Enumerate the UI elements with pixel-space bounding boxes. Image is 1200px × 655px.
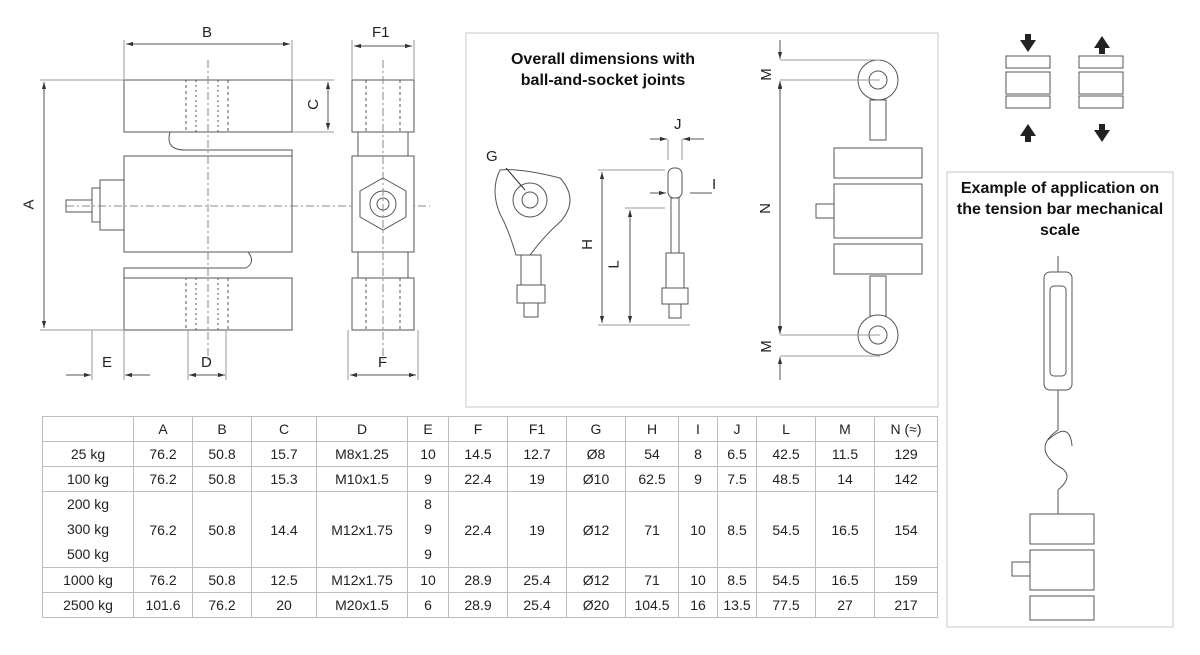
table-header-cell: F1 <box>508 417 567 442</box>
dim-label-h: H <box>578 239 596 250</box>
table-row <box>43 467 938 492</box>
dim-label-b: B <box>202 24 213 41</box>
cell-c: 20 <box>252 593 317 618</box>
cell-i: 10 <box>679 492 718 568</box>
cell-a: 76.2 <box>134 492 193 568</box>
cell-g: Ø20 <box>567 593 626 618</box>
cell-b: 50.8 <box>193 492 252 568</box>
cell-e-300: 9 <box>424 521 432 537</box>
capacity-500: 500 kg <box>66 546 110 562</box>
cell-d: M20x1.5 <box>317 593 408 618</box>
arrow-down-icon <box>1020 40 1036 52</box>
capacity-cell <box>43 492 134 568</box>
arrow-up-icon <box>1094 36 1110 48</box>
table-header-cell: C <box>252 417 317 442</box>
dimensions-table <box>42 416 938 618</box>
cell-f1: 19 <box>508 492 567 568</box>
cell-n: 129 <box>875 442 938 467</box>
cell-n: 159 <box>875 568 938 593</box>
cell-a: 76.2 <box>134 568 193 593</box>
cell-i: 16 <box>679 593 718 618</box>
cell-i: 10 <box>679 568 718 593</box>
cell-f: 22.4 <box>449 467 508 492</box>
dim-label-m-bottom: M <box>757 340 775 353</box>
cell-f1: 19 <box>508 467 567 492</box>
cell-n: 154 <box>875 492 938 568</box>
dim-label-n: N <box>756 203 774 214</box>
table-header-cell: L <box>757 417 816 442</box>
cell-d: M8x1.25 <box>317 442 408 467</box>
capacity-cell: 1000 kg <box>43 568 134 593</box>
cell-c: 15.3 <box>252 467 317 492</box>
cell-a: 101.6 <box>134 593 193 618</box>
cell-l: 48.5 <box>757 467 816 492</box>
cell-f: 28.9 <box>449 568 508 593</box>
ball-joint-drawings <box>495 40 922 380</box>
cell-j: 6.5 <box>718 442 757 467</box>
cell-e: 6 <box>408 593 449 618</box>
cell-h: 62.5 <box>626 467 679 492</box>
dim-label-a: A <box>20 199 38 210</box>
cell-j: 8.5 <box>718 492 757 568</box>
cell-h: 104.5 <box>626 593 679 618</box>
cell-n: 142 <box>875 467 938 492</box>
cell-m: 16.5 <box>816 568 875 593</box>
capacity-200: 200 kg <box>66 496 110 512</box>
cell-f: 22.4 <box>449 492 508 568</box>
cell-b: 50.8 <box>193 442 252 467</box>
application-drawing <box>1012 256 1094 620</box>
table-header-cell: E <box>408 417 449 442</box>
cell-g: Ø12 <box>567 492 626 568</box>
cell-n: 217 <box>875 593 938 618</box>
cell-l: 42.5 <box>757 442 816 467</box>
cell-f1: 25.4 <box>508 593 567 618</box>
capacity-cell: 25 kg <box>43 442 134 467</box>
table-header-cell: H <box>626 417 679 442</box>
cell-f: 28.9 <box>449 593 508 618</box>
table-header-cell: F <box>449 417 508 442</box>
table-header-cell: M <box>816 417 875 442</box>
table-header-cell: I <box>679 417 718 442</box>
table-header-cell: B <box>193 417 252 442</box>
table-header-cell <box>43 417 134 442</box>
cell-c: 14.4 <box>252 492 317 568</box>
cell-l: 54.5 <box>757 568 816 593</box>
cell-j: 7.5 <box>718 467 757 492</box>
cell-b: 50.8 <box>193 568 252 593</box>
cell-c: 15.7 <box>252 442 317 467</box>
cell-i: 8 <box>679 442 718 467</box>
cell-j: 13.5 <box>718 593 757 618</box>
dim-label-d: D <box>201 354 212 371</box>
table-row <box>43 492 938 568</box>
cell-j: 8.5 <box>718 568 757 593</box>
cell-d: M12x1.75 <box>317 568 408 593</box>
cell-e-500: 9 <box>424 546 432 562</box>
joints-panel-title: Overall dimensions with ball-and-socket joints <box>510 51 696 89</box>
arrow-down-icon <box>1094 130 1110 142</box>
capacity-cell: 100 kg <box>43 467 134 492</box>
dim-label-c: C <box>304 99 322 110</box>
dim-label-g: G <box>486 148 498 165</box>
dim-label-l: L <box>605 260 623 269</box>
table-header-row <box>43 417 938 442</box>
capacity-300: 300 kg <box>66 521 110 537</box>
cell-h: 71 <box>626 568 679 593</box>
side-view <box>348 40 418 380</box>
load-direction-icons <box>1006 34 1123 142</box>
dim-label-m-top: M <box>757 68 775 81</box>
cell-e-200: 8 <box>424 496 432 512</box>
cell-e: 10 <box>408 442 449 467</box>
table-header-cell: J <box>718 417 757 442</box>
dim-label-e: E <box>102 354 113 371</box>
table-header-cell: D <box>317 417 408 442</box>
cell-e: 10 <box>408 568 449 593</box>
table-header-cell: N (≈) <box>875 417 938 442</box>
cell-f1: 25.4 <box>508 568 567 593</box>
cell-m: 11.5 <box>816 442 875 467</box>
cell-h: 54 <box>626 442 679 467</box>
cell-e: 9 <box>408 467 449 492</box>
arrow-up-icon <box>1020 124 1036 136</box>
cell-d: M10x1.5 <box>317 467 408 492</box>
dim-label-f1: F1 <box>372 24 390 41</box>
cell-b: 50.8 <box>193 467 252 492</box>
cell-m: 14 <box>816 467 875 492</box>
cell-l: 77.5 <box>757 593 816 618</box>
cell-g: Ø12 <box>567 568 626 593</box>
dim-label-i: I <box>712 176 717 193</box>
cell-f1: 12.7 <box>508 442 567 467</box>
cell-m: 27 <box>816 593 875 618</box>
cell-m: 16.5 <box>816 492 875 568</box>
table-row <box>43 568 938 593</box>
table-row <box>43 593 938 618</box>
capacity-cell: 2500 kg <box>43 593 134 618</box>
cell-f: 14.5 <box>449 442 508 467</box>
application-panel-title: Example of application on the tension bar mechanical scale <box>956 180 1164 239</box>
dim-label-f: F <box>378 354 388 371</box>
dim-label-j: J <box>674 116 682 133</box>
cell-a: 76.2 <box>134 467 193 492</box>
cell-h: 71 <box>626 492 679 568</box>
table-header-cell: A <box>134 417 193 442</box>
cell-i: 9 <box>679 467 718 492</box>
cell-c: 12.5 <box>252 568 317 593</box>
table-header-cell: G <box>567 417 626 442</box>
cell-d: M12x1.75 <box>317 492 408 568</box>
cell-l: 54.5 <box>757 492 816 568</box>
cell-a: 76.2 <box>134 442 193 467</box>
cell-g: Ø8 <box>567 442 626 467</box>
table-row <box>43 442 938 467</box>
cell-b: 76.2 <box>193 593 252 618</box>
cell-g: Ø10 <box>567 467 626 492</box>
cell-e <box>408 492 449 568</box>
